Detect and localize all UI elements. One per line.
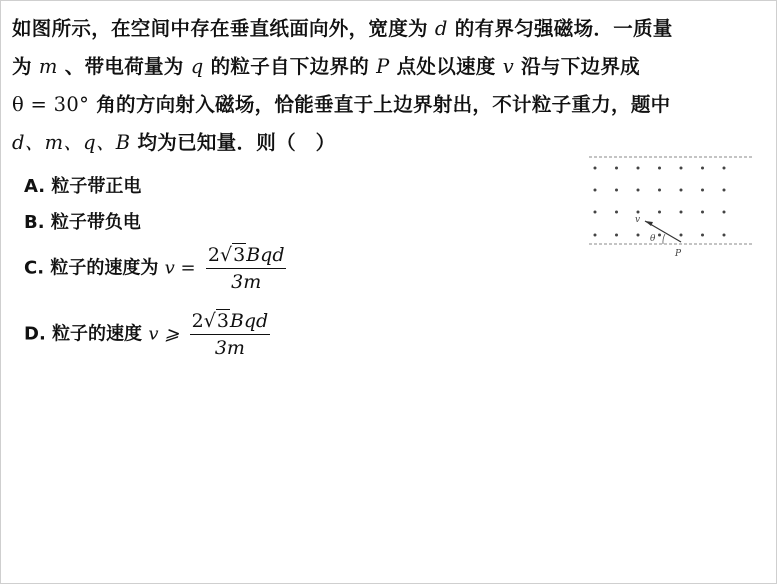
field-dot <box>723 234 726 237</box>
numerator-vars: Bqd <box>246 244 285 266</box>
speed-fraction <box>206 244 287 293</box>
fraction-denominator: 3m <box>231 271 262 293</box>
option-text: 粒子的速度 <box>52 323 143 345</box>
numerator-vars: Bqd <box>229 310 269 332</box>
fraction-numerator: 2√3Bqd <box>190 310 271 335</box>
fraction-denominator: 3m <box>214 337 245 359</box>
velocity-label: v <box>635 215 641 225</box>
option-a[interactable] <box>24 172 141 198</box>
field-dot <box>658 234 661 237</box>
field-dot <box>658 167 661 170</box>
field-dot <box>615 167 618 170</box>
field-dot <box>615 189 618 192</box>
variable-m: m <box>38 55 58 78</box>
field-dot <box>615 211 618 214</box>
field-dot <box>680 189 683 192</box>
angle-arc <box>663 234 665 244</box>
field-dot <box>723 189 726 192</box>
point-p-label: P <box>675 249 682 259</box>
text-span: 的有界匀强磁场．一质量 <box>454 17 673 40</box>
text-span: 沿与下边界成 <box>521 55 640 78</box>
text-span: 、带电荷量为 <box>64 55 184 78</box>
field-dot <box>701 234 704 237</box>
field-dot <box>594 211 597 214</box>
field-dot <box>594 167 597 170</box>
question-line-1 <box>12 10 764 48</box>
field-dot <box>637 211 640 214</box>
text-span: 为 <box>12 55 32 78</box>
velocity-expression: v = <box>164 257 196 279</box>
speed-fraction <box>190 310 271 359</box>
option-b[interactable] <box>24 208 141 234</box>
text-span: 的粒子自下边界的 <box>210 55 369 78</box>
magnetic-field-diagram <box>585 150 757 262</box>
field-dot <box>658 189 661 192</box>
field-dot <box>637 189 640 192</box>
variable-q: q <box>190 55 204 78</box>
coefficient: 2 <box>207 244 220 266</box>
field-dot <box>594 189 597 192</box>
sqrt-argument: 3 <box>233 244 246 266</box>
field-dot <box>701 167 704 170</box>
coefficient: 2 <box>191 310 204 332</box>
fraction-numerator: 2√3Bqd <box>206 244 287 269</box>
field-dot <box>680 211 683 214</box>
option-c[interactable] <box>24 244 286 293</box>
field-dot <box>637 234 640 237</box>
question-line-3 <box>12 86 764 124</box>
theta-expression: θ = 30° <box>12 93 90 116</box>
variable-d: d <box>434 17 448 40</box>
option-text: 粒子带正电 <box>51 176 142 197</box>
answer-blank: 均为已知量．则（ ） <box>137 131 336 154</box>
question-line-2 <box>12 48 764 86</box>
field-dot <box>594 234 597 237</box>
field-dot <box>680 234 683 237</box>
field-dots <box>594 167 726 237</box>
field-dot <box>723 211 726 214</box>
question-stem <box>12 10 764 162</box>
sqrt-argument: 3 <box>216 310 229 332</box>
field-dot <box>658 211 661 214</box>
option-label: B. <box>24 212 45 233</box>
field-dot <box>701 211 704 214</box>
field-dot <box>615 234 618 237</box>
field-dot <box>680 167 683 170</box>
angle-label: θ <box>650 234 656 244</box>
option-d[interactable] <box>24 310 270 359</box>
text-span: 如图所示，在空间中存在垂直纸面向外，宽度为 <box>12 17 428 40</box>
option-text: 粒子的速度为 <box>50 257 159 279</box>
text-span: 角的方向射入磁场，恰能垂直于上边界射出，不计粒子重力，题中 <box>96 93 671 116</box>
field-dot <box>637 167 640 170</box>
option-label: D. <box>24 323 46 345</box>
field-dot <box>701 189 704 192</box>
option-label: C. <box>24 257 45 279</box>
option-label: A. <box>24 176 46 197</box>
option-text: 粒子带负电 <box>50 212 141 233</box>
variable-p: P <box>376 55 390 78</box>
variable-v: v <box>502 55 515 78</box>
text-span: 点处以速度 <box>396 55 496 78</box>
velocity-inequality: v ⩾ <box>148 323 180 345</box>
field-dot <box>723 167 726 170</box>
known-variables: d、m、q、B <box>12 131 131 154</box>
